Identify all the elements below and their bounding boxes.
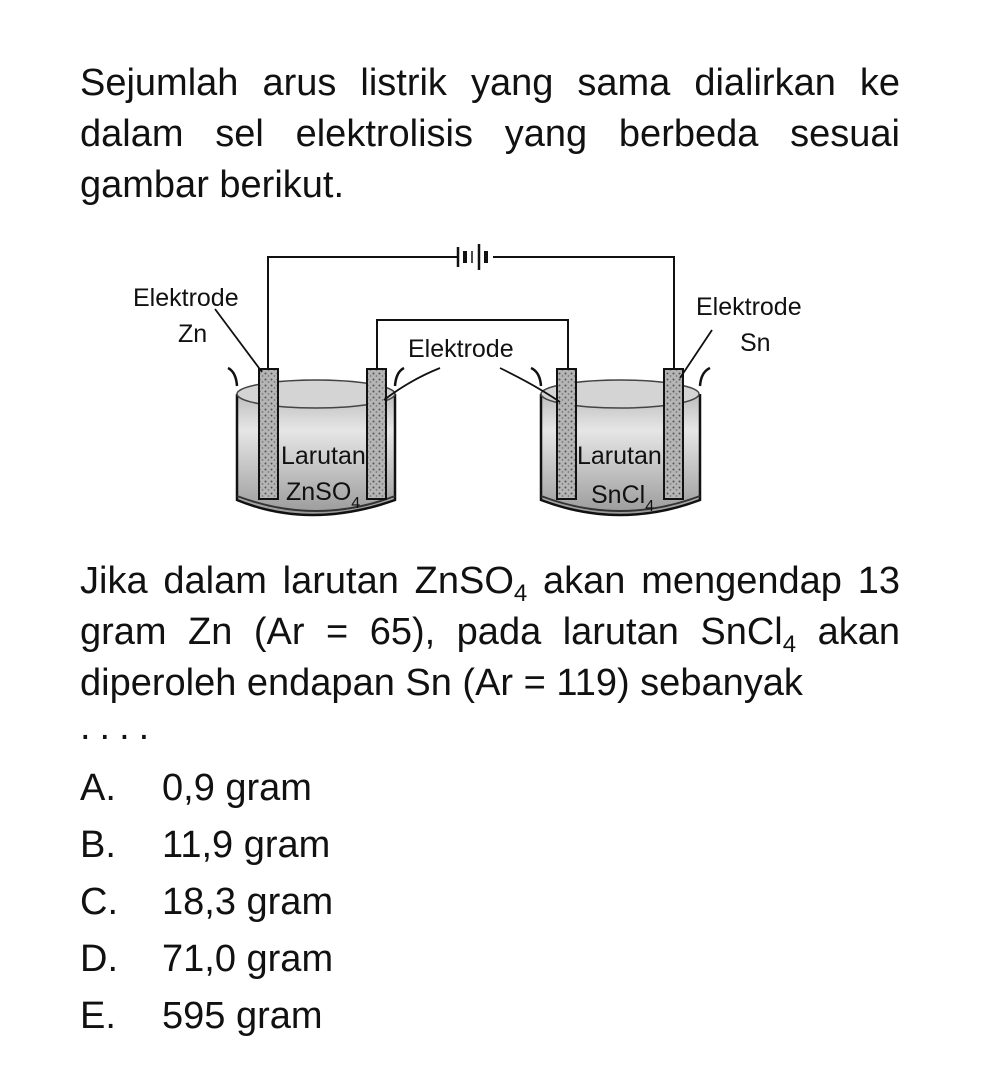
label-elektrode-middle: Elektrode bbox=[408, 335, 514, 363]
label-elektrode-zn-1: Elektrode bbox=[133, 284, 239, 312]
sn-electrode bbox=[664, 369, 683, 499]
battery-icon bbox=[458, 244, 486, 270]
option-b[interactable]: B. 11,9 gram bbox=[80, 824, 331, 866]
left-solution-label-1: Larutan bbox=[281, 442, 366, 470]
right-solution-label-1: Larutan bbox=[577, 442, 662, 470]
question-body: Jika dalam larutan ZnSO$_4$ akan mengendap 13 gram Zn (Ar = 65), pada larutan SnCl$_4$ akan diperoleh endapan Sn (Ar = 119) sebanyak bbox=[80, 560, 900, 704]
left-solution-label-2: ZnSO$_4$ bbox=[286, 478, 361, 512]
label-elektrode-zn-2: Zn bbox=[178, 320, 208, 348]
question-intro: Sejumlah arus listrik yang sama dialirkan ke dalam sel elektrolisis yang berbeda sesuai gambar berikut. bbox=[80, 62, 900, 206]
right-middle-electrode bbox=[557, 369, 576, 499]
left-middle-electrode bbox=[367, 369, 386, 499]
question-ellipsis: .... bbox=[80, 706, 159, 748]
option-a[interactable]: A. 0,9 gram bbox=[80, 767, 312, 809]
right-solution-label-2: SnCl$_4$ bbox=[591, 481, 655, 515]
zn-electrode bbox=[259, 369, 278, 499]
answer-options bbox=[80, 760, 333, 1045]
option-c[interactable]: C. 18,3 gram bbox=[80, 881, 334, 923]
label-elektrode-sn-2: Sn bbox=[740, 329, 771, 357]
option-e[interactable]: E. 595 gram bbox=[80, 995, 323, 1037]
label-elektrode-sn-1: Elektrode bbox=[696, 293, 802, 321]
option-d[interactable]: D. 71,0 gram bbox=[80, 938, 334, 980]
